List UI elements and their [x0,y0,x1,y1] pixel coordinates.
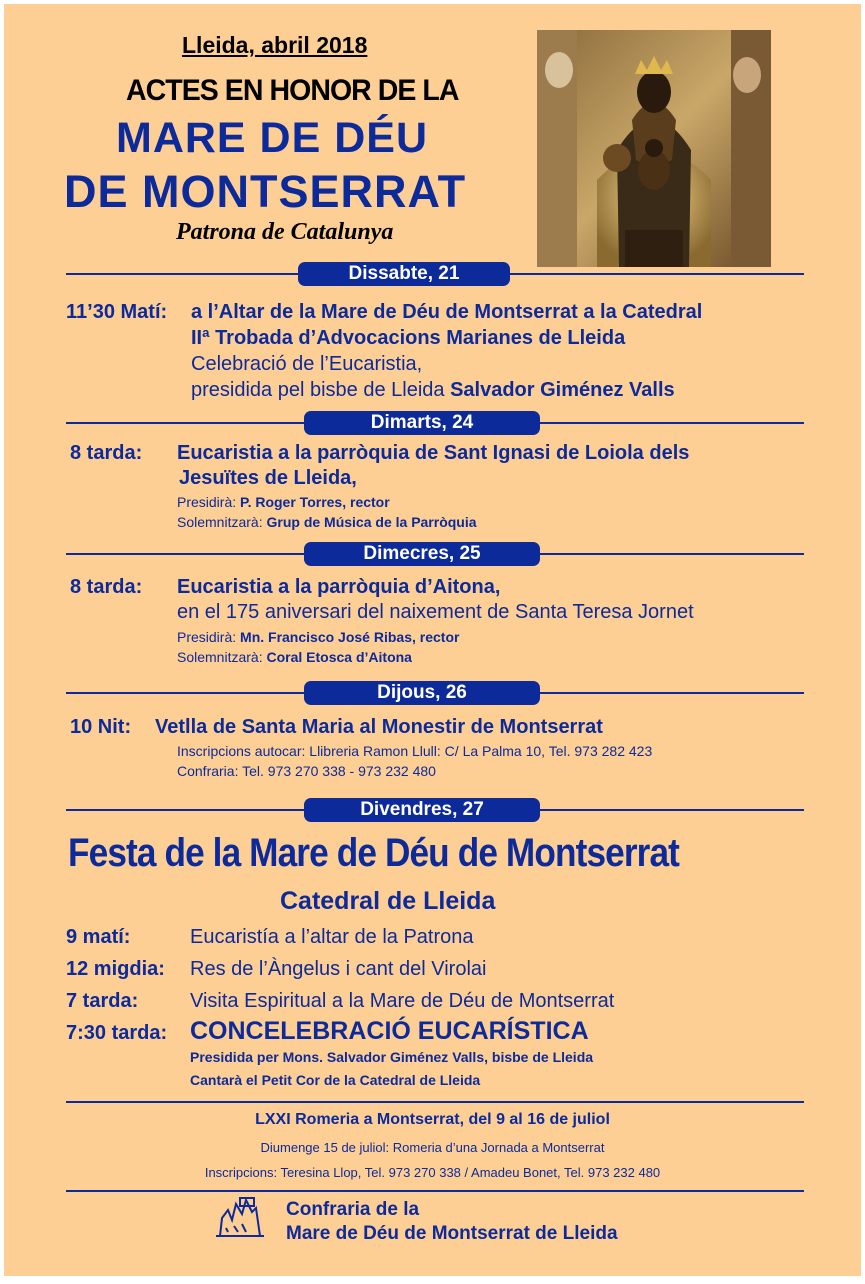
event-time: 8 tarda: [70,576,143,598]
pilgrimage-note: Diumenge 15 de juliol: Romeria d’una Jornada a Montserrat [260,1140,605,1155]
schedule-text: Res de l’Àngelus i cant del Virolai [190,958,487,980]
role-value: Coral Etosca d’Aitona [266,649,412,665]
day-wednesday: Dimecres, 25 [304,542,540,566]
event-note: Confraria: Tel. 973 270 338 - 973 232 480 [177,763,436,779]
bishop-name: Salvador Giménez Valls [450,379,675,401]
brotherhood-name-2: Mare de Déu de Montserrat de Lleida [286,1223,618,1244]
pilgrimage-contacts: Inscripcions: Teresina Llop, Tel. 973 270 338 / Amadeu Bonet, Tel. 973 232 480 [204,1165,661,1180]
schedule-highlight: CONCELEBRACIÓ EUCARÍSTICA [190,1017,589,1045]
schedule-time: 12 migdia: [66,958,165,980]
role-value: P. Roger Torres, rector [240,494,390,510]
header-title-1: MARE DE DÉU [116,114,429,162]
pilgrimage-title: LXXI Romeria a Montserrat, del 9 al 16 de juliol [255,1111,610,1128]
event-time: 11’30 Matí: [66,301,168,323]
event-text: Celebració de l’Eucaristia, [191,353,423,375]
divider [66,1101,804,1103]
brotherhood-logo-icon [212,1196,268,1240]
brotherhood-name-1: Confraria de la [286,1199,420,1220]
schedule-time: 7:30 tarda: [66,1022,168,1044]
day-tuesday: Dimarts, 24 [304,411,540,435]
day-saturday: Dissabte, 21 [298,262,510,286]
virgin-image [537,30,771,267]
event-text: Vetlla de Santa Maria al Monestir de Montserrat [155,716,603,738]
event-text: presidida pel bisbe de Lleida [191,379,451,401]
role-label: Presidirà: [177,629,241,645]
poster [4,4,861,1276]
schedule-text: Visita Espiritual a la Mare de Déu de Montserrat [190,990,615,1012]
event-text: Eucaristia a la parròquia d’Aitona, [177,576,501,598]
role-value: Grup de Música de la Parròquia [266,514,477,530]
header-subtitle: ACTES EN HONOR DE LA [126,74,459,107]
place-date: Lleida, abril 2018 [182,32,368,58]
feast-title: Festa de la Mare de Déu de Montserrat [68,831,680,875]
role-label: Solemnitzarà: [177,514,267,530]
header-title-2: DE MONTSERRAT [64,166,467,217]
event-text: a l’Altar de la Mare de Déu de Montserrat a la Catedral [191,301,703,323]
role-label: Solemnitzarà: [177,649,267,665]
role-label: Presidirà: [177,494,241,510]
role-value: Mn. Francisco José Ribas, rector [240,629,460,645]
event-note: Inscripcions autocar: Llibreria Ramon Llull: C/ La Palma 10, Tel. 973 282 423 [177,743,653,759]
schedule-text: Eucaristía a l’altar de la Patrona [190,926,474,948]
event-time: 8 tarda: [70,442,143,464]
event-text: IIª Trobada d’Advocacions Marianes de Lleida [191,327,626,349]
day-friday: Divendres, 27 [304,798,540,822]
event-time: 10 Nit: [70,716,132,738]
patron-tagline: Patrona de Catalunya [176,219,394,245]
schedule-time: 9 matí: [66,926,131,948]
day-thursday: Dijous, 26 [304,681,540,705]
schedule-note: Presidida per Mons. Salvador Giménez Valls, bisbe de Lleida [190,1049,594,1065]
schedule-time: 7 tarda: [66,990,139,1012]
feast-location: Catedral de Lleida [280,887,496,915]
event-text: Jesuïtes de Lleida, [179,467,357,489]
divider [66,1190,804,1192]
event-text: Eucaristia a la parròquia de Sant Ignasi de Loiola dels [177,442,690,464]
event-text: en el 175 aniversari del naixement de Santa Teresa Jornet [177,601,694,623]
schedule-note: Cantarà el Petit Cor de la Catedral de Lleida [190,1072,481,1088]
